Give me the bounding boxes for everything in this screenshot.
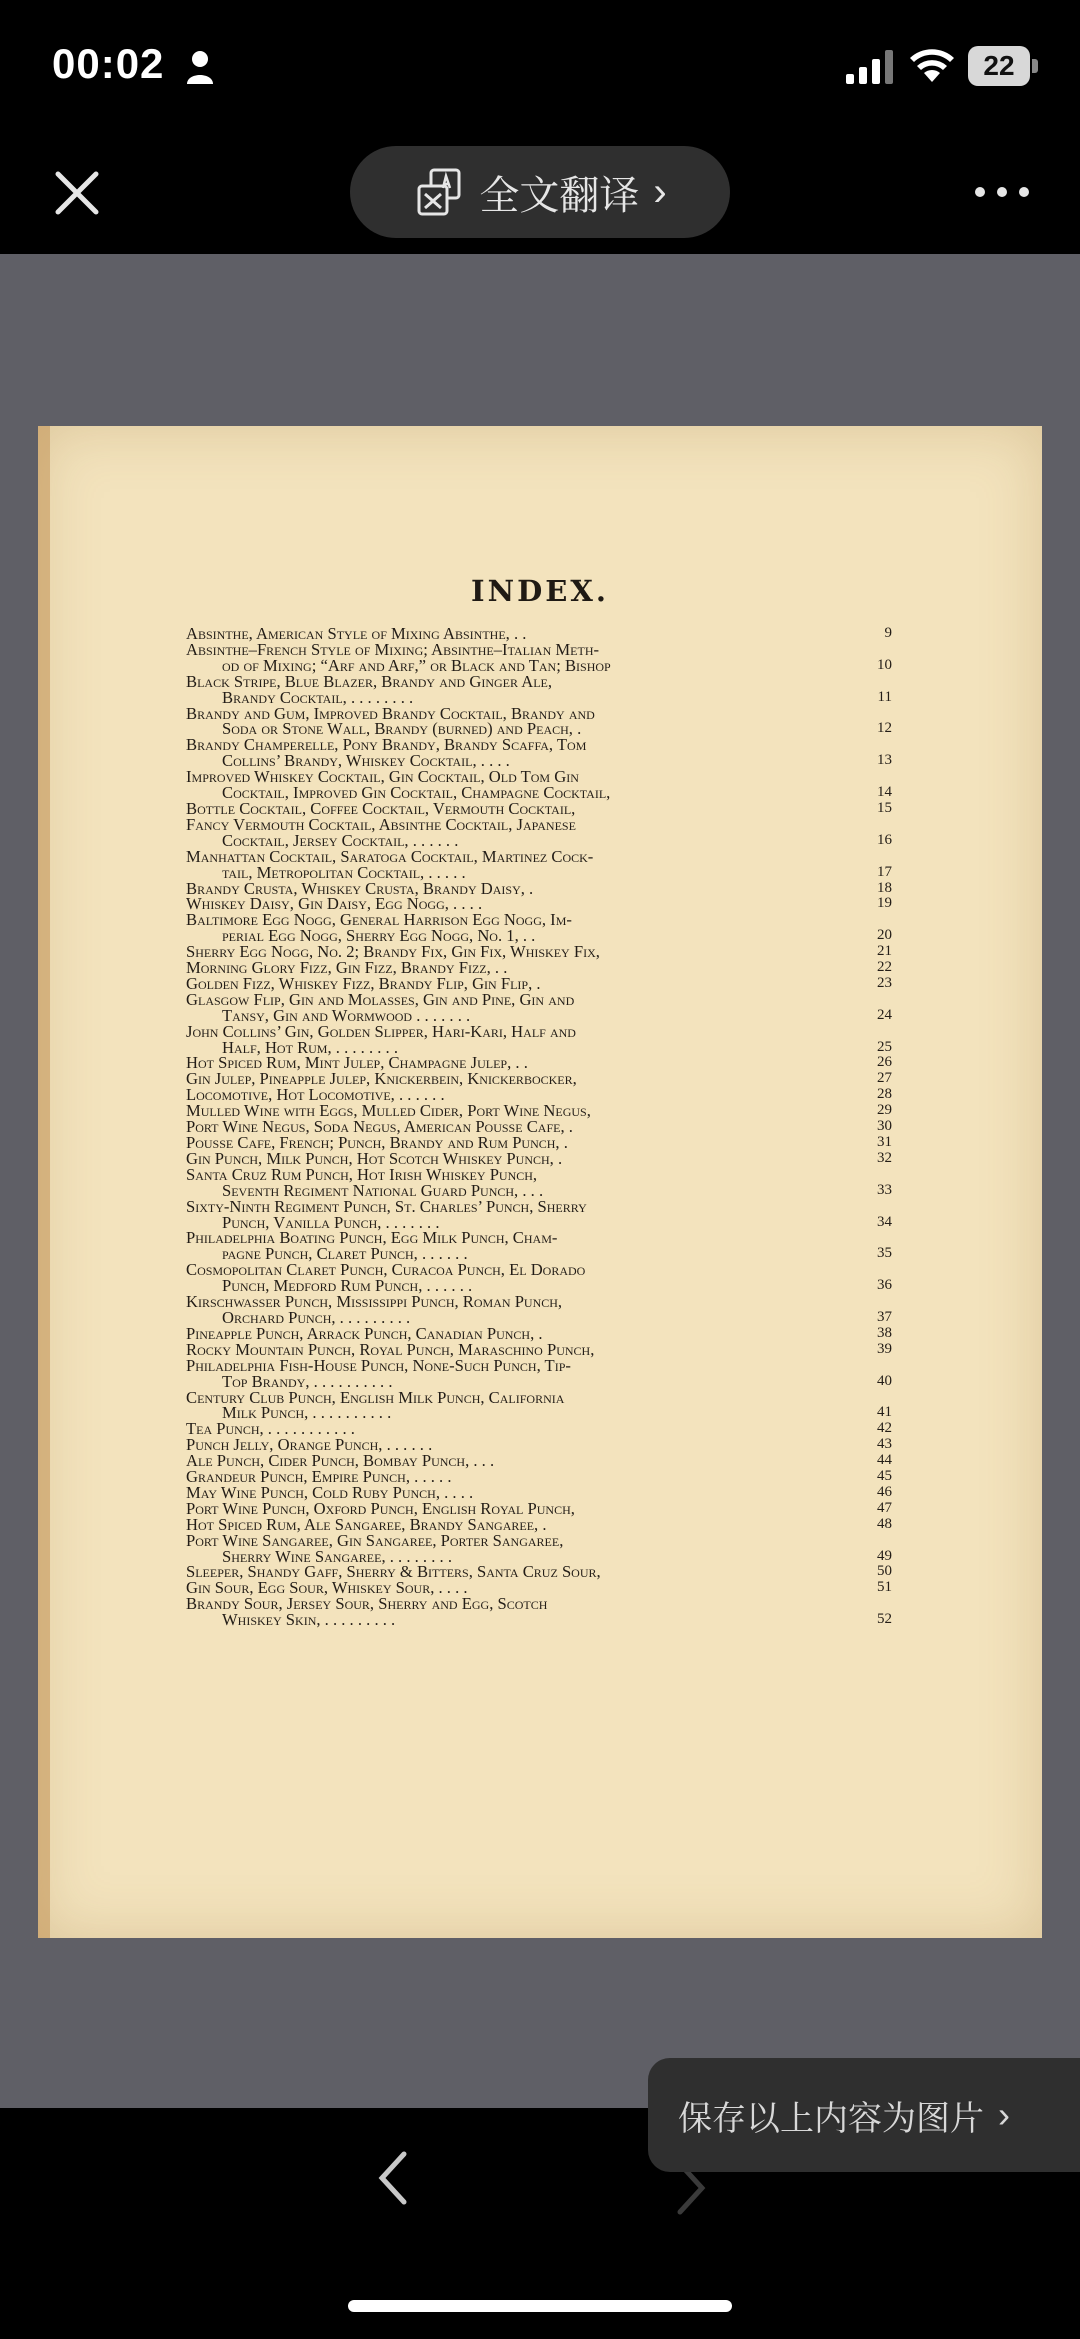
index-page-number: 47	[877, 1499, 892, 1516]
battery-icon	[968, 46, 1038, 86]
index-entry-text	[186, 1530, 858, 1566]
index-entry-line: Brandy Sour, Jersey Sour, Sherry and Egg, Scotch	[186, 1594, 548, 1614]
index-entry-text	[186, 1387, 858, 1423]
index-page-number: 45	[877, 1468, 892, 1485]
index-entry-line: Gin Julep, Pineapple Julep, Knickerbein, Knickerbocker,	[186, 1069, 577, 1089]
index-title: INDEX.	[471, 574, 609, 608]
index-entry-line: od of Mixing; “Arf and Arf,” or Black and Tan; Bishop	[222, 655, 611, 675]
index-entry	[186, 1387, 892, 1423]
index-entry-line: Port Wine Punch, Oxford Punch, English Royal Punch,	[186, 1498, 575, 1518]
index-entry-line: Punch, Medford Rum Punch, . . . . . .	[222, 1276, 473, 1296]
index-entry-line: Brandy Crusta, Whiskey Crusta, Brandy Daisy, .	[186, 878, 534, 898]
index-entry	[186, 1164, 892, 1200]
index-entry-line: Tea Punch, . . . . . . . . . . .	[186, 1419, 355, 1439]
index-entry	[186, 912, 892, 944]
index-page-number: 43	[877, 1436, 892, 1453]
chevron-right-icon: ›	[653, 169, 667, 214]
index-entry-line: Rocky Mountain Punch, Royal Punch, Maraschino Punch,	[186, 1339, 595, 1359]
index-entry-line: Century Club Punch, English Milk Punch, California	[186, 1387, 565, 1407]
index-entry-line: Sleeper, Shandy Gaff, Sherry & Bitters, Santa Cruz Sour,	[186, 1562, 601, 1582]
index-entry	[186, 846, 892, 882]
index-page-number: 33	[877, 1181, 892, 1198]
index-entry-text	[186, 769, 858, 801]
index-page-number: 27	[877, 1070, 892, 1087]
status-bar	[0, 0, 1080, 130]
index-entry-text	[186, 1596, 858, 1628]
index-entry-line: Black Stripe, Blue Blazer, Brandy and Ginger Ale,	[186, 671, 553, 691]
index-entry-line: Collins’ Brandy, Whiskey Cocktail, . . . .	[222, 751, 510, 771]
index-page-number: 42	[877, 1420, 892, 1437]
index-entry	[186, 989, 892, 1025]
index-page-number: 39	[877, 1340, 892, 1357]
index-page-number: 26	[877, 1054, 892, 1071]
index-entry-line: Top Brandy, . . . . . . . . . .	[222, 1371, 393, 1391]
scanned-page	[38, 426, 1042, 1938]
index-entry-line: Sherry Egg Nogg, No. 2; Brandy Fix, Gin Fix, Whiskey Fix,	[186, 942, 600, 962]
index-entry	[186, 814, 892, 850]
index-entry-line: Absinthe, American Style of Mixing Absinthe, . .	[186, 624, 527, 643]
index-page-number: 46	[877, 1483, 892, 1500]
chevron-right-icon: ›	[998, 2094, 1010, 2135]
index-page-number: 41	[877, 1404, 892, 1421]
home-indicator[interactable]	[348, 2300, 732, 2312]
toolbar	[0, 130, 1080, 254]
index-entry-line: Cocktail, Improved Gin Cocktail, Champagne Cocktail,	[222, 783, 611, 803]
index-page-number: 32	[877, 1149, 892, 1166]
index-entry-line: Milk Punch, . . . . . . . . . .	[222, 1403, 392, 1423]
index-entry-line: Gin Sour, Egg Sour, Whiskey Sour, . . . .	[186, 1578, 468, 1598]
index-page-number: 52	[877, 1611, 892, 1628]
index-entry-line: Baltimore Egg Nogg, General Harrison Egg Nogg, Im-	[186, 910, 572, 930]
chevron-left-icon[interactable]	[374, 2148, 414, 2208]
person-icon	[186, 50, 214, 84]
index-entry-line: Punch, Vanilla Punch, . . . . . . .	[222, 1212, 440, 1232]
index-page-number: 49	[877, 1547, 892, 1564]
index-entry-line: Sherry Wine Sangaree, . . . . . . . .	[222, 1546, 452, 1566]
index-page-number: 50	[877, 1563, 892, 1580]
index-entry-line: Seventh Regiment National Guard Punch, . . .	[222, 1180, 544, 1200]
translate-label: 全文翻译	[479, 173, 640, 218]
index-entry-line: Philadelphia Fish-House Punch, None-Such Punch, Tip-	[186, 1355, 571, 1375]
index-entry	[186, 1596, 892, 1628]
index-entry-line: Cocktail, Jersey Cocktail, . . . . . .	[222, 830, 459, 850]
index-entry-line: Bottle Cocktail, Coffee Cocktail, Vermouth Cocktail,	[186, 798, 576, 818]
index-entry-line: Santa Cruz Rum Punch, Hot Irish Whiskey Punch,	[186, 1164, 538, 1184]
index-entry-line: Port Wine Sangaree, Gin Sangaree, Porter Sangaree,	[186, 1530, 564, 1550]
index-page-number: 12	[877, 720, 892, 737]
battery-level: 22	[968, 46, 1030, 86]
index-entry-text	[186, 1230, 858, 1262]
index-entry-line: Improved Whiskey Cocktail, Gin Cocktail, Old Tom Gin	[186, 767, 579, 787]
index-entry-line: Cosmopolitan Claret Punch, Curacoa Punch, El Dorado	[186, 1260, 586, 1280]
index-entry	[186, 769, 892, 801]
index-entry-line: Hot Spiced Rum, Mint Julep, Champagne Julep, . .	[186, 1053, 528, 1073]
index-entry-line: Brandy Champerelle, Pony Brandy, Brandy Scaffa, Tom	[186, 735, 587, 755]
index-entry-line: Glasgow Flip, Gin and Molasses, Gin and Pine, Gin and	[186, 989, 575, 1009]
index-entry-line: Brandy Cocktail, . . . . . . . .	[222, 687, 414, 707]
index-entry-text	[186, 737, 858, 769]
index-entry-line: May Wine Punch, Cold Ruby Punch, . . . .	[186, 1482, 474, 1502]
index-page-number: 20	[877, 927, 892, 944]
index-page-number: 14	[877, 784, 892, 801]
signal-icon	[846, 50, 894, 84]
index-entry	[186, 703, 892, 739]
close-icon[interactable]	[50, 166, 104, 220]
index-entry-line: Manhattan Cocktail, Saratoga Cocktail, Martinez Cock-	[186, 846, 594, 866]
index-entry	[186, 1021, 892, 1057]
index-page-number: 44	[877, 1452, 892, 1469]
index-entry-line: perial Egg Nogg, Sherry Egg Nogg, No. 1, . .	[222, 926, 536, 946]
index-page-number: 51	[877, 1579, 892, 1596]
index-entry-line: Brandy and Gum, Improved Brandy Cocktail, Brandy and	[186, 703, 595, 723]
index-entry-text	[186, 814, 858, 850]
index-entry-line: Morning Glory Fizz, Gin Fizz, Brandy Fizz, . .	[186, 958, 508, 978]
index-entry	[186, 1355, 892, 1391]
translate-icon	[413, 166, 465, 218]
index-entry-text	[186, 639, 858, 675]
index-entry-line: Kirschwasser Punch, Mississippi Punch, Roman Punch,	[186, 1292, 563, 1312]
index-page-number: 16	[877, 831, 892, 848]
index-entry-line: Sixty-Ninth Regiment Punch, St. Charles’ Punch, Sherry	[186, 1196, 587, 1216]
index-page-number: 21	[877, 943, 892, 960]
index-entry-line: Whiskey Skin, . . . . . . . . .	[222, 1610, 396, 1630]
index-entry	[186, 1230, 892, 1262]
save-as-image-button[interactable]	[648, 2058, 1080, 2172]
index-page-number: 13	[877, 752, 892, 769]
save-as-image-label: 保存以上内容为图片	[678, 2099, 984, 2138]
index-page-number: 36	[877, 1277, 892, 1294]
index-entry-line: Punch Jelly, Orange Punch, . . . . . .	[186, 1435, 433, 1455]
index-page-number: 23	[877, 974, 892, 991]
index-page-number: 30	[877, 1118, 892, 1135]
index-entry	[186, 1294, 892, 1326]
index-entry-line: Ale Punch, Cider Punch, Bombay Punch, . . .	[186, 1451, 495, 1471]
wifi-icon	[908, 46, 956, 84]
index-entry-text	[186, 846, 858, 882]
index-page-number: 35	[877, 1245, 892, 1262]
index-entries	[186, 626, 892, 1628]
index-page-number: 40	[877, 1372, 892, 1389]
battery-cap	[1032, 59, 1038, 73]
index-entry-line: Half, Hot Rum, . . . . . . . .	[222, 1037, 399, 1057]
status-time: 00:02	[52, 40, 165, 87]
index-page-number: 15	[877, 799, 892, 816]
index-entry-text	[186, 1355, 858, 1391]
image-viewer[interactable]	[0, 254, 1080, 2108]
index-entry-line: Pousse Cafe, French; Punch, Brandy and Rum Punch, .	[186, 1133, 568, 1152]
index-entry-line: Hot Spiced Rum, Ale Sangaree, Brandy Sangaree, .	[186, 1514, 547, 1534]
index-page-number: 34	[877, 1213, 892, 1230]
index-entry-text	[186, 989, 858, 1025]
index-page-number: 38	[877, 1324, 892, 1341]
index-entry-text	[186, 1294, 858, 1326]
index-entry-line: Absinthe–French Style of Mixing; Absinthe–Italian Meth-	[186, 639, 600, 659]
index-entry	[186, 1530, 892, 1566]
index-entry-line: Philadelphia Boating Punch, Egg Milk Punch, Cham-	[186, 1228, 558, 1248]
index-entry	[186, 639, 892, 675]
index-page-number: 37	[877, 1308, 892, 1325]
index-entry-line: Whiskey Daisy, Gin Daisy, Egg Nogg, . . . .	[186, 894, 483, 914]
index-entry-text	[186, 912, 858, 944]
index-entry-line: Port Wine Negus, Soda Negus, American Pousse Cafe, .	[186, 1117, 573, 1137]
more-icon[interactable]	[972, 180, 1032, 204]
index-page-number: 10	[877, 656, 892, 673]
index-entry-line: Golden Fizz, Whiskey Fizz, Brandy Flip, Gin Flip, .	[186, 973, 541, 993]
index-entry-line: Mulled Wine with Eggs, Mulled Cider, Port Wine Negus,	[186, 1101, 591, 1121]
index-entry-line: Tansy, Gin and Wormwood . . . . . . .	[222, 1005, 471, 1025]
index-entry-line: Grandeur Punch, Empire Punch, . . . . .	[186, 1467, 452, 1487]
index-entry-line: pagne Punch, Claret Punch, . . . . . .	[222, 1244, 468, 1264]
index-entry-text	[186, 671, 858, 707]
index-entry-line: Orchard Punch, . . . . . . . . .	[222, 1307, 411, 1327]
index-page-number: 11	[877, 688, 892, 705]
index-entry	[186, 737, 892, 769]
index-page-number: 17	[877, 863, 892, 880]
index-entry-line: Gin Punch, Milk Punch, Hot Scotch Whiskey Punch, .	[186, 1148, 563, 1168]
index-page-number: 28	[877, 1086, 892, 1103]
index-entry	[186, 671, 892, 707]
index-entry-line: tail, Metropolitan Cocktail, . . . . .	[222, 862, 466, 882]
index-entry-line: Locomotive, Hot Locomotive, . . . . . .	[186, 1085, 445, 1105]
index-page-number: 25	[877, 1038, 892, 1055]
index-page-number: 31	[877, 1134, 892, 1150]
index-page-number: 9	[884, 625, 892, 641]
index-page-number: 18	[877, 879, 892, 896]
index-entry-text	[186, 1196, 858, 1232]
index-entry-line: Soda or Stone Wall, Brandy (burned) and Peach, .	[222, 719, 582, 739]
index-page-number: 22	[877, 959, 892, 976]
index-entry-text	[186, 1262, 858, 1294]
index-page-number: 19	[877, 895, 892, 912]
index-page-number: 29	[877, 1102, 892, 1119]
index-entry-line: Fancy Vermouth Cocktail, Absinthe Cocktail, Japanese	[186, 814, 576, 834]
full-text-translate-button[interactable]	[350, 146, 730, 238]
index-page-number: 24	[877, 1006, 892, 1023]
index-entry-text	[186, 703, 858, 739]
index-entry-text	[186, 1164, 858, 1200]
index-page-number: 48	[877, 1515, 892, 1532]
index-entry-text	[186, 1021, 858, 1057]
index-entry	[186, 1262, 892, 1294]
index-entry-line: Pineapple Punch, Arrack Punch, Canadian Punch, .	[186, 1323, 543, 1343]
index-entry	[186, 1196, 892, 1232]
index-entry-line: John Collins’ Gin, Golden Slipper, Hari-Kari, Half and	[186, 1021, 576, 1041]
